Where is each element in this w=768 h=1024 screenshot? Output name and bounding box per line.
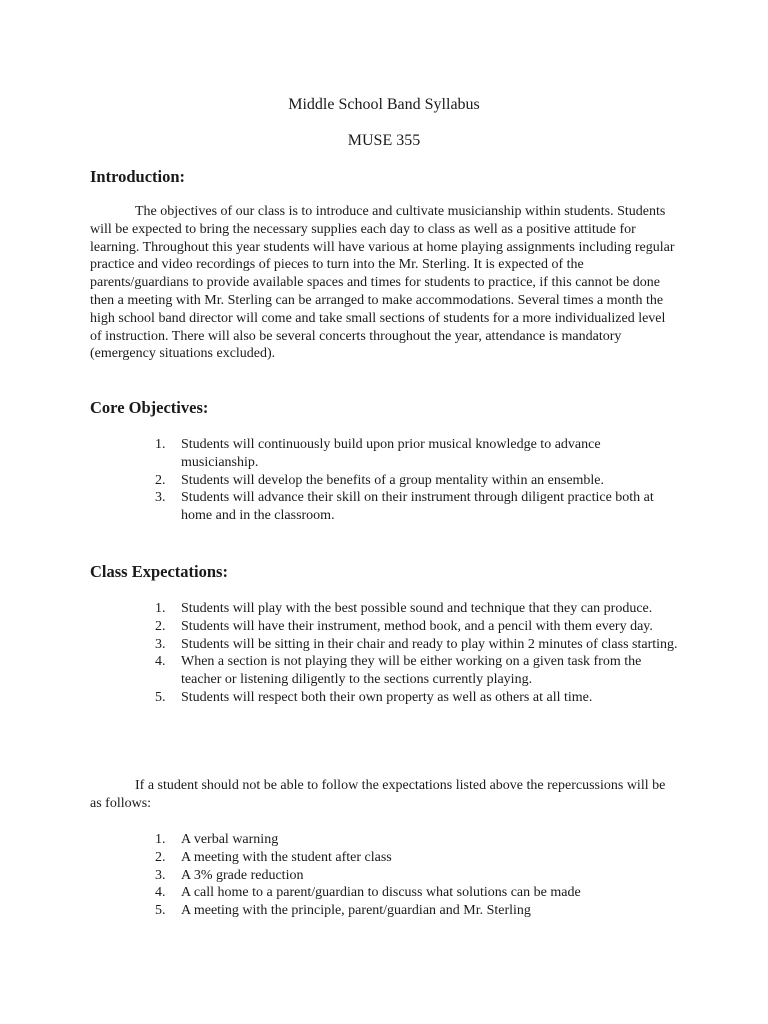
repercussions-intro-paragraph <box>90 777 675 813</box>
list-item-text: A 3% grade reduction <box>181 867 304 883</box>
list-number: 5. <box>155 689 166 705</box>
list-item <box>155 489 680 525</box>
list-item-text: A call home to a parent/guardian to discuss what solutions can be made <box>181 885 581 901</box>
list-item <box>155 618 680 636</box>
list-number: 5. <box>155 903 166 919</box>
list-item <box>155 636 680 654</box>
core-objectives-heading: Core Objectives: <box>90 398 209 417</box>
repercussions-intro-text: If a student should not be able to follow the expectations listed above the repercussions will be as follows: <box>90 778 666 811</box>
list-item <box>155 831 680 849</box>
list-item-text: Students will continuously build upon prior musical knowledge to advance musicianship. <box>181 437 601 470</box>
list-number: 1. <box>155 832 166 847</box>
list-item-text: Students will respect both their own property as well as others at all time. <box>181 689 593 705</box>
introduction-text: The objectives of our class is to introduce and cultivate musicianship within students. Students will be expected to bring the necessary supplies each day to class as well as a positive attitude for learning. Throughout this year students will have various at home playing assignments including regular practice and video recordings of pieces to turn into the Mr. Sterling. It is expected of the parents/guardians to provide available spaces and times for students to practice, if this cannot be done then a meeting with Mr. Sterling can be arranged to make accommodations. Several times a month the high school band director will come and take small sections of students for a more individualized level of instruction. There will also be several concerts throughout the year, attendance is mandatory (emergency situations excluded). <box>90 204 675 362</box>
class-expectations-list <box>155 600 680 707</box>
core-objectives-list <box>155 436 680 525</box>
list-number: 1. <box>155 437 166 452</box>
introduction-paragraph <box>90 203 675 363</box>
list-item <box>155 867 680 885</box>
list-item-text: A verbal warning <box>181 832 279 847</box>
list-number: 3. <box>155 867 166 883</box>
introduction-heading: Introduction: <box>90 167 186 186</box>
list-number: 3. <box>155 490 166 506</box>
list-number: 2. <box>155 472 166 488</box>
list-item-text: A meeting with the principle, parent/guardian and Mr. Sterling <box>181 903 531 919</box>
list-item-text: Students will advance their skill on their instrument through diligent practice both at home and in the classroom. <box>181 490 654 524</box>
list-item-text: A meeting with the student after class <box>181 849 392 865</box>
list-item-text: When a section is not playing they will be either working on a given task from the teacher or listening diligently to the sections currently playing. <box>181 654 642 688</box>
list-item <box>155 600 680 618</box>
list-item-text: Students will play with the best possible sound and technique that they can produce. <box>181 601 653 616</box>
list-item-text: Students will be sitting in their chair and ready to play within 2 minutes of class starting. <box>181 636 678 652</box>
document-title: Middle School Band Syllabus <box>288 96 480 113</box>
list-number: 4. <box>155 654 166 670</box>
list-item <box>155 902 680 920</box>
list-item <box>155 884 680 902</box>
repercussions-list <box>155 831 680 920</box>
list-number: 1. <box>155 601 166 616</box>
list-item <box>155 472 680 490</box>
list-item-text: Students will have their instrument, method book, and a pencil with them every day. <box>181 618 653 634</box>
list-item <box>155 689 680 707</box>
list-number: 2. <box>155 849 166 865</box>
list-number: 2. <box>155 618 166 634</box>
list-item-text: Students will develop the benefits of a group mentality within an ensemble. <box>181 472 605 488</box>
list-number: 3. <box>155 636 166 652</box>
list-item <box>155 436 680 472</box>
list-item <box>155 653 680 689</box>
list-number: 4. <box>155 885 166 901</box>
list-item <box>155 849 680 867</box>
course-code: MUSE 355 <box>347 132 421 149</box>
class-expectations-heading: Class Expectations: <box>90 562 228 581</box>
